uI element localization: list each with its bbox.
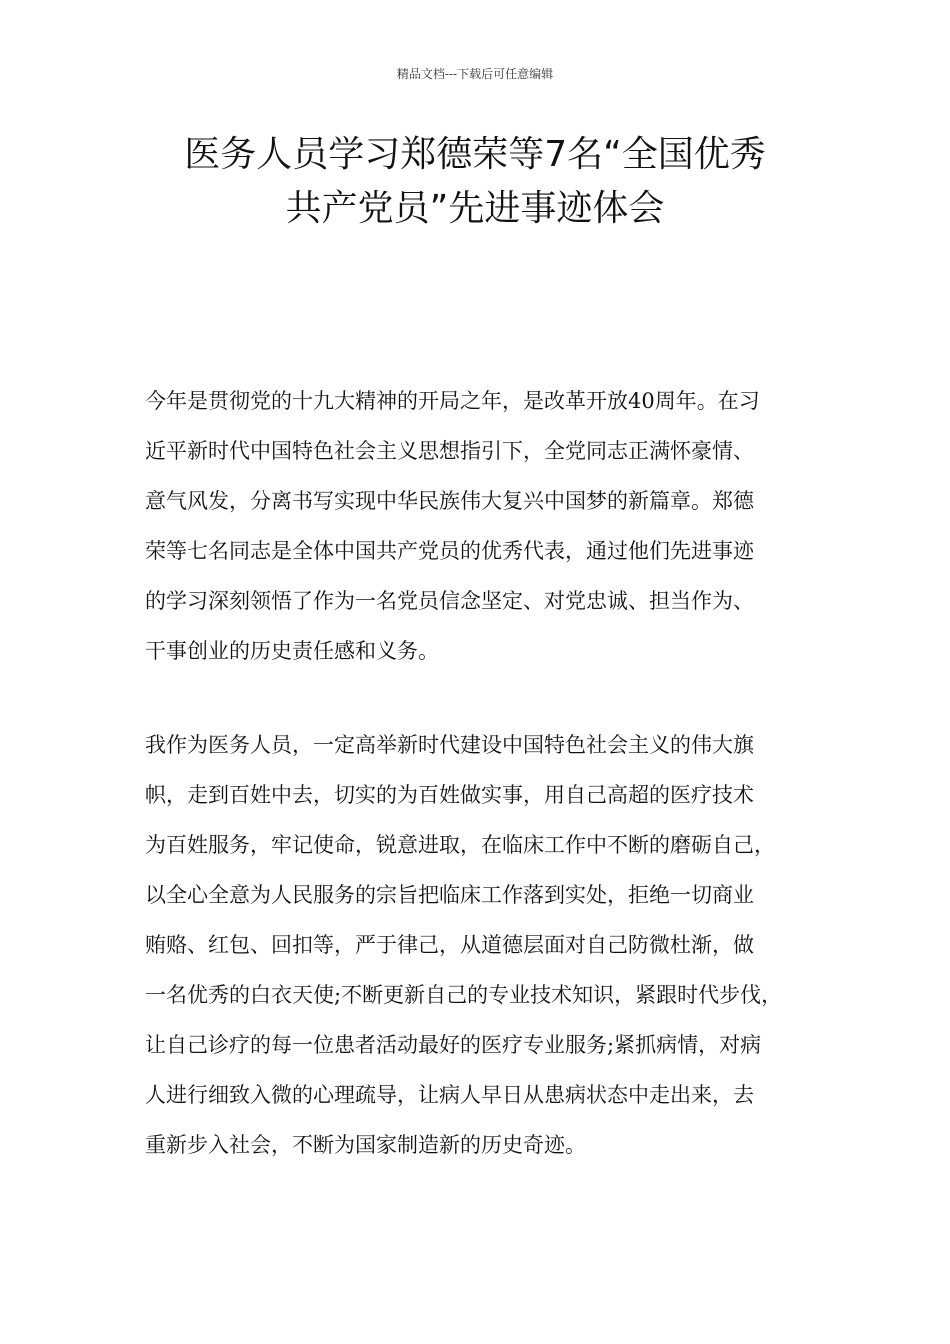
paragraph-line: 帜，走到百姓中去，切实的为百姓做实事，用自己高超的医疗技术 xyxy=(145,783,754,807)
paragraph-line: 为百姓服务，牢记使命，锐意进取，在临床工作中不断的磨砺自己， xyxy=(145,833,775,857)
paragraph-line: 我作为医务人员，一定高举新时代建设中国特色社会主义的伟大旗 xyxy=(145,733,754,757)
paragraph-line: 干事创业的历史责任感和义务。 xyxy=(145,639,439,663)
paragraph-2 xyxy=(145,720,810,1170)
paragraph-line: 人进行细致入微的心理疏导，让病人早日从患病状态中走出来，去 xyxy=(145,1083,754,1107)
paragraph-line: 重新步入社会，不断为国家制造新的历史奇迹。 xyxy=(145,1133,586,1157)
paragraph-1 xyxy=(145,376,810,676)
title-line-2: 共产党员”先进事迹体会 xyxy=(285,188,665,229)
paragraph-line: 荣等七名同志是全体中国共产党员的优秀代表，通过他们先进事迹 xyxy=(145,539,754,563)
paragraph-line: 的学习深刻领悟了作为一名党员信念坚定、对党忠诚、担当作为、 xyxy=(145,589,754,613)
paragraph-line: 近平新时代中国特色社会主义思想指引下，全党同志正满怀豪情、 xyxy=(145,439,754,463)
paragraph-line: 一名优秀的白衣天使;不断更新自己的专业技术知识，紧跟时代步伐， xyxy=(145,983,783,1007)
title-line-1: 医务人员学习郑德荣等7名“全国优秀 xyxy=(184,134,766,175)
paragraph-line: 让自己诊疗的每一位患者活动最好的医疗专业服务;紧抓病情，对病 xyxy=(145,1033,762,1057)
paragraph-line: 意气风发，分离书写实现中华民族伟大复兴中国梦的新篇章。郑德 xyxy=(145,489,754,513)
paragraph-line: 以全心全意为人民服务的宗旨把临床工作落到实处，拒绝一切商业 xyxy=(145,883,754,907)
header-note: 精品文档---下载后可任意编辑 xyxy=(396,67,554,81)
page-title xyxy=(0,128,950,236)
paragraph-line: 贿赂、红包、回扣等，严于律己，从道德层面对自己防微杜渐，做 xyxy=(145,933,754,957)
paragraph-line: 今年是贯彻党的十九大精神的开局之年，是改革开放40周年。在习 xyxy=(145,389,760,413)
